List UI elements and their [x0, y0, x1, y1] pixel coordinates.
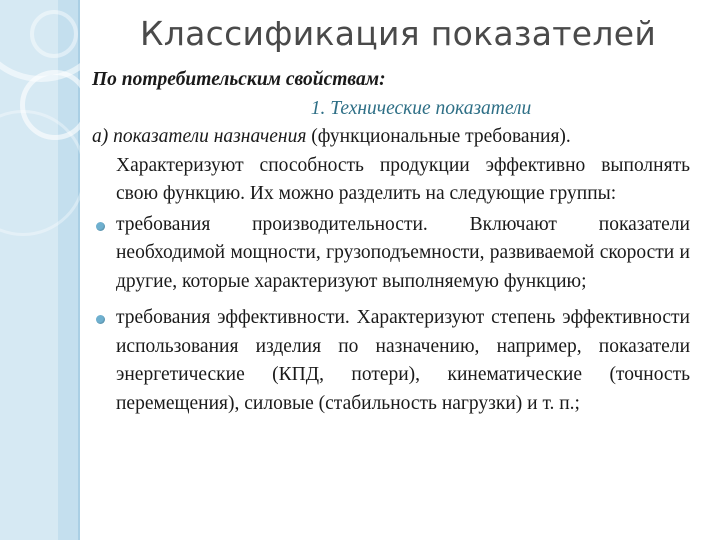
bullet-text: требования эффективности. Характеризуют степень эффективности использования изделия по назначению, например, показатели энергетические (КПД, потери), кинематические (точность перемещения), силовые (стабильность нагрузки) и т. п.; [116, 307, 690, 414]
intro-lead: а) показатели назначения [92, 126, 307, 147]
decorative-sidebar [0, 0, 80, 540]
subheading: 1. Технические показатели [310, 97, 532, 119]
intro-body: Характеризуют способность продукции эффективно выполнять свою функцию. Их можно разделить на следующие группы: [116, 154, 690, 204]
bullet-item [92, 304, 690, 418]
section-heading: По потребительским свойствам: [92, 69, 386, 90]
bullet-icon [96, 315, 105, 324]
intro-line [92, 123, 690, 152]
slide-title: Классификация показателей [140, 14, 657, 53]
intro-rest: (функциональные требования). [306, 126, 571, 147]
slide-content [92, 66, 690, 418]
decorative-circle [30, 10, 78, 58]
bullet-item [92, 211, 690, 297]
bullet-icon [96, 222, 105, 231]
bullet-text: требования производительности. Включают показатели необходимой мощности, грузоподъемности, развиваемой скорости и другие, которые характеризуют выполняемую функцию; [116, 213, 690, 292]
